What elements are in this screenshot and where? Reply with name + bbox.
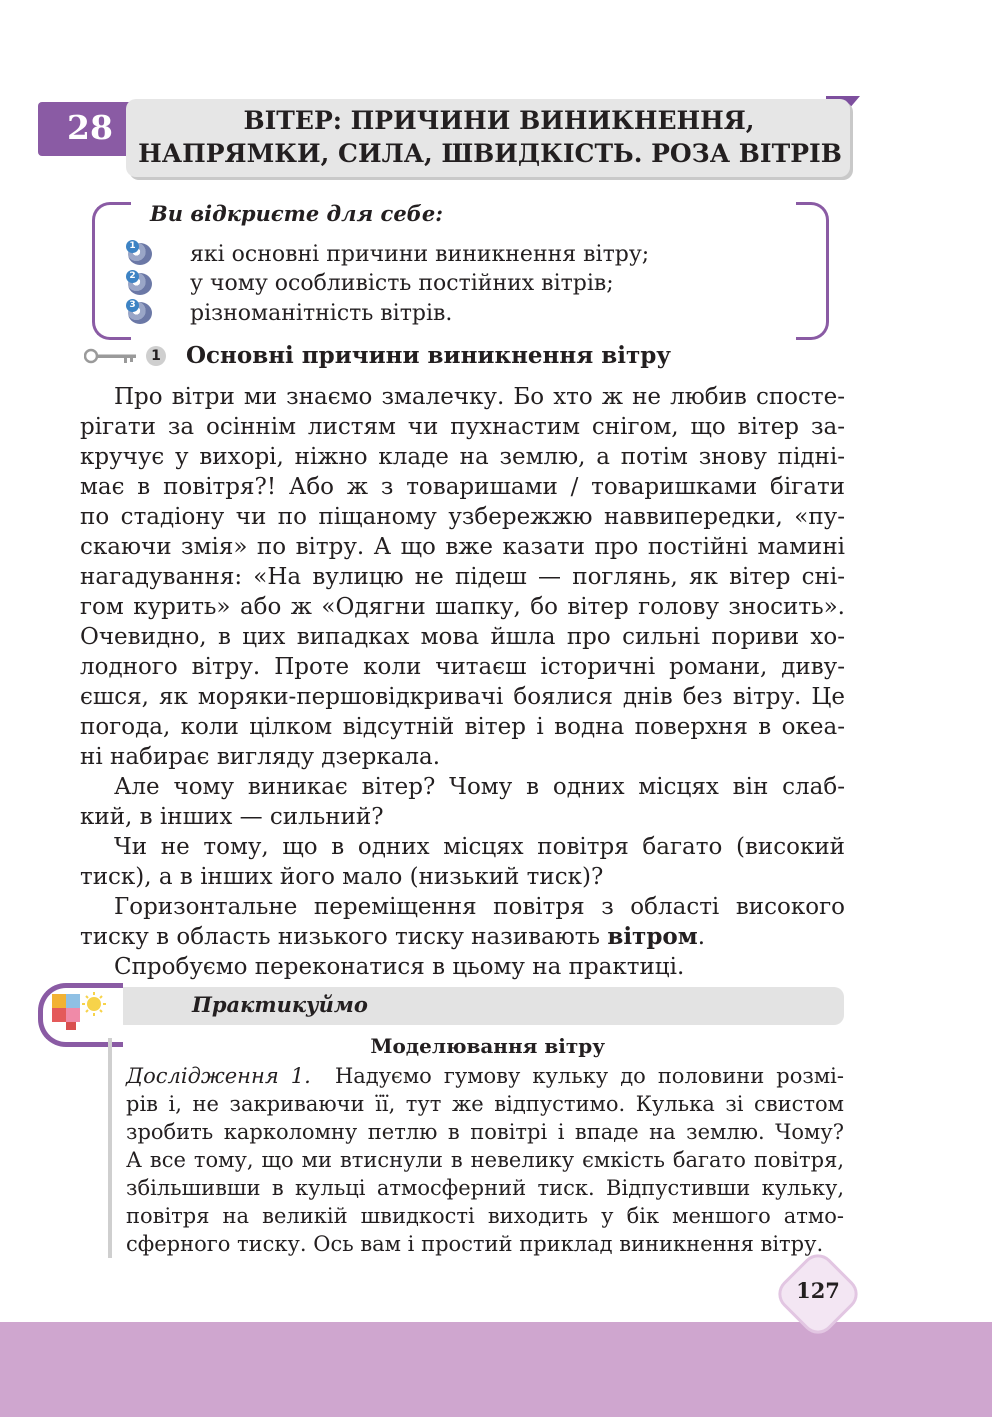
- practice-line: сферного тиску. Ось вам і простий приклад виникнення вітру.: [126, 1232, 824, 1256]
- practice-subtitle: Моделювання вітру: [370, 1034, 605, 1058]
- text-line: кий, в інших — сильний?: [80, 804, 384, 830]
- text-line: [80, 922, 845, 952]
- right-brace-decoration: [796, 202, 829, 340]
- text-line: Про вітри ми знаємо змалечку. Бо хто ж не любив споcте-: [114, 384, 845, 410]
- discover-heading: Ви відкриєте для себе:: [150, 201, 443, 226]
- discover-item: які основні причини виникнення вітру;: [190, 242, 650, 267]
- text-line: рігати за осіннім листям чи пухнастим снігом, що вітер за-: [80, 414, 845, 440]
- text-line: Спробуємо переконатися в цьому на практиці.: [114, 954, 685, 980]
- text-line: єшся, як моряки-першовідкривачі боялися днів без вітру. Це: [80, 684, 845, 710]
- lesson-number: 28: [67, 108, 113, 147]
- study-label: Дослідження 1.: [126, 1064, 311, 1088]
- page-number: 127: [796, 1278, 840, 1303]
- text-line: Але чому виникає вітер? Чому в одних місцях він слаб-: [114, 774, 845, 800]
- text-line: скаючи змія» по вітру. А що вже казати про постійні мамині: [80, 534, 845, 560]
- text-line: ні набирає вигляду дзеркала.: [80, 744, 441, 770]
- discover-item: різноманітність вітрів.: [190, 301, 453, 326]
- page-title-line-2: НАПРЯМКИ, СИЛА, ШВИДКІСТЬ. РОЗА ВІТРІВ: [138, 139, 842, 168]
- text-line: гом курить» або ж «Одягни шапку, бо вітер голову зносить».: [80, 594, 845, 620]
- text-line: Горизонтальне переміщення повітря з області високого: [114, 894, 845, 920]
- text-line: має в повітря?! Або ж з товаришами / товаришками бігати: [80, 474, 845, 500]
- text-line: тиск), а в інших його мало (низький тиск)?: [80, 864, 604, 890]
- bullet-number: 1: [126, 240, 139, 253]
- page-title-line-1: ВІТЕР: ПРИЧИНИ ВИНИКНЕННЯ,: [243, 106, 755, 135]
- text-line: Очевидно, в цих випадках мова йшла про сильні пориви хо-: [80, 624, 845, 650]
- key-icon: [84, 347, 140, 365]
- text-span: Надуємо гумову кульку до половини розмі-: [334, 1064, 844, 1088]
- text-span: тиску в область низького тиску називають: [80, 924, 608, 950]
- text-line: погода, коли цілком відсутній вітер і водна поверхня в океа-: [80, 714, 845, 740]
- discover-item: у чому особливість постійних вітрів;: [190, 271, 614, 296]
- text-line: по стадіону чи по піщаному узбережжю наввипередки, «пу-: [80, 504, 845, 530]
- practice-line: повітря на великій швидкості виходить у бік меншого атмо-: [126, 1204, 844, 1228]
- text-span: .: [697, 924, 706, 950]
- practice-line: зробить карколомну петлю в повітрі і впаде на землю. Чому?: [126, 1120, 844, 1144]
- text-line: лодного вітру. Проте коли читаєш історичні романи, диву-: [80, 654, 845, 680]
- left-brace-decoration: [92, 202, 131, 340]
- practice-title: Практикуймо: [192, 992, 368, 1017]
- practice-line: А все тому, що ми втиснули в невелику ємкість багато повітря,: [126, 1148, 844, 1172]
- section-number: 1: [146, 346, 166, 366]
- text-line: кручує у вихорі, ніжно кладе на землю, а потім знову підні-: [80, 444, 845, 470]
- bullet-number: 3: [126, 299, 139, 312]
- text-line: нагадування: «На вулицю не підеш — поглянь, як вітер сні-: [80, 564, 845, 590]
- practice-line: збільшивши в кульці атмосферний тиск. Відпустивши кульку,: [126, 1176, 844, 1200]
- practice-line: рів і, не закриваючи її, тут же відпустимо. Кулька зі свистом: [126, 1092, 844, 1116]
- footer-band: [0, 1322, 992, 1417]
- term-wind: вітром: [607, 923, 698, 950]
- practice-line: [126, 1062, 844, 1090]
- bullet-number: 2: [126, 270, 139, 283]
- section-title: Основні причини виникнення вітру: [186, 342, 671, 369]
- puzzle-icon: [48, 990, 112, 1034]
- text-line: Чи не тому, що в одних місцях повітря багато (високий: [114, 834, 845, 860]
- practice-side-rule: [108, 1038, 112, 1258]
